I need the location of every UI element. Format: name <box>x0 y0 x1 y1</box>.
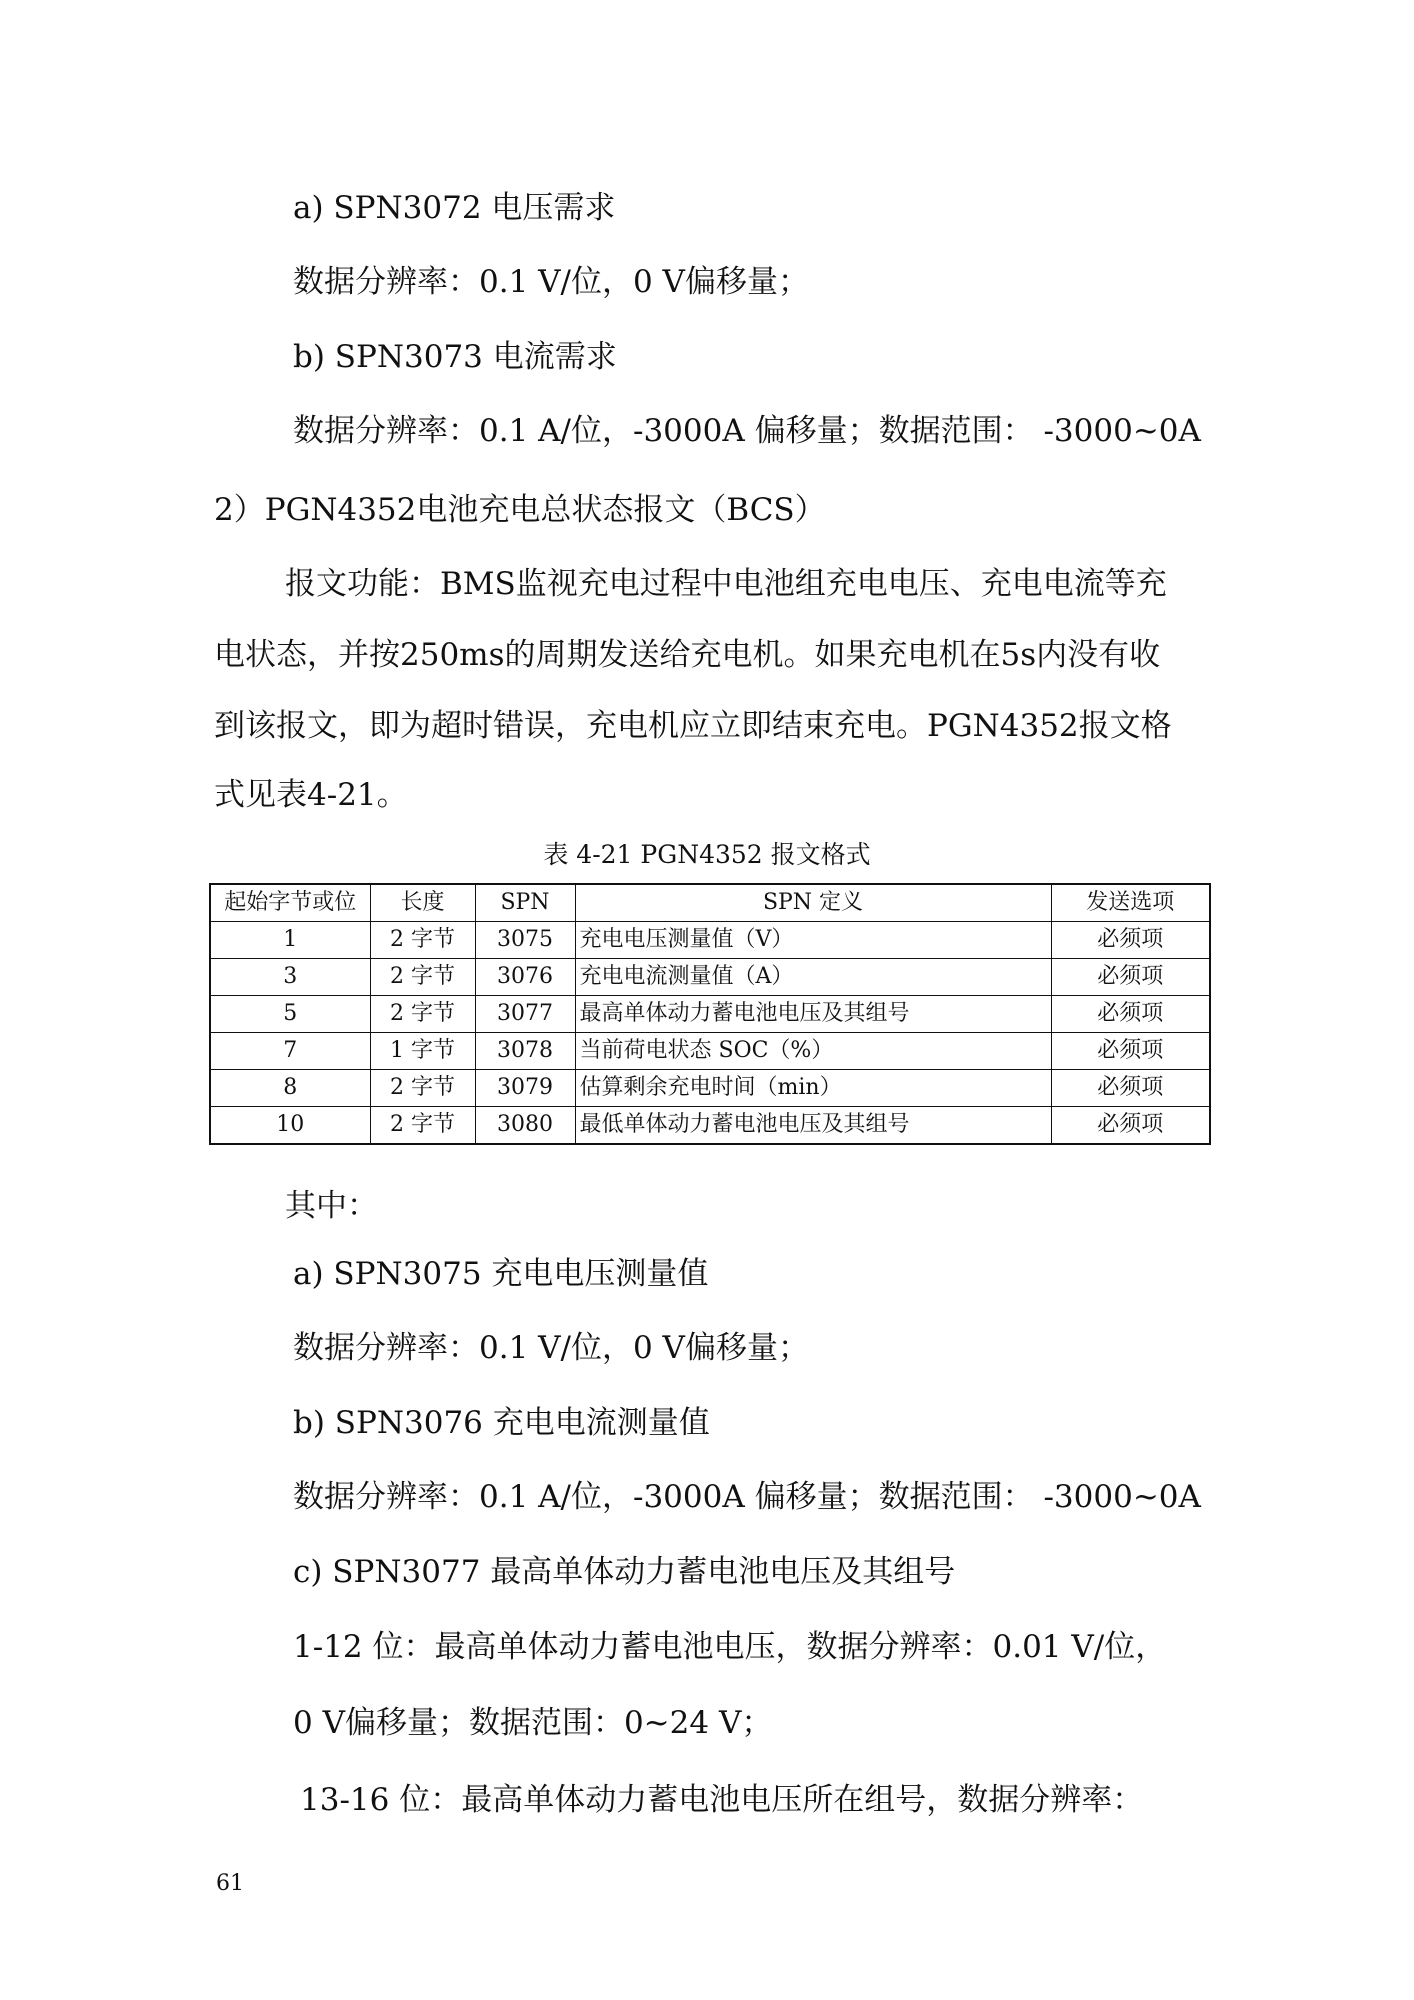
cell-send-option: 必须项 <box>1051 922 1210 959</box>
table-row <box>210 959 1210 996</box>
cell-spn-definition: 估算剩余充电时间（min） <box>575 1070 1051 1107</box>
section-heading: 2）PGN4352电池充电总状态报文（BCS） <box>214 492 826 528</box>
table-row <box>210 1070 1210 1107</box>
cell-length: 2 字节 <box>370 959 475 996</box>
cell-spn: 3075 <box>475 922 575 959</box>
cell-spn-definition: 最高单体动力蓄电池电压及其组号 <box>575 996 1051 1033</box>
spn3072-heading: a) SPN3072 电压需求 <box>293 190 616 226</box>
paragraph-line-3: 到该报文，即为超时错误，充电机应立即结束充电。PGN4352报文格 <box>214 708 1172 744</box>
header-length: 长度 <box>370 884 475 922</box>
spn3076-heading: b) SPN3076 充电电流测量值 <box>293 1405 710 1441</box>
table-caption: 表 4-21 PGN4352 报文格式 <box>543 840 871 869</box>
cell-send-option: 必须项 <box>1051 1107 1210 1145</box>
cell-start-byte: 10 <box>210 1107 370 1145</box>
cell-length: 1 字节 <box>370 1033 475 1070</box>
cell-spn: 3080 <box>475 1107 575 1145</box>
spn3077-bits-13-16: 13-16 位：最高单体动力蓄电池电压所在组号，数据分辨率： <box>300 1782 1144 1818</box>
cell-start-byte: 1 <box>210 922 370 959</box>
header-spn: SPN <box>475 884 575 922</box>
page-number: 61 <box>216 1871 244 1896</box>
cell-length: 2 字节 <box>370 922 475 959</box>
cell-spn-definition: 当前荷电状态 SOC（%） <box>575 1033 1051 1070</box>
spn3073-heading: b) SPN3073 电流需求 <box>293 339 617 375</box>
cell-send-option: 必须项 <box>1051 996 1210 1033</box>
paragraph-line-1: 报文功能：BMS监视充电过程中电池组充电电压、充电电流等充 <box>285 566 1167 602</box>
paragraph-line-4: 式见表4-21。 <box>214 777 408 813</box>
table-row <box>210 996 1210 1033</box>
cell-send-option: 必须项 <box>1051 959 1210 996</box>
cell-spn: 3077 <box>475 996 575 1033</box>
where-label: 其中： <box>285 1188 378 1224</box>
cell-start-byte: 3 <box>210 959 370 996</box>
table-row <box>210 922 1210 959</box>
header-spn-definition: SPN 定义 <box>575 884 1051 922</box>
spn3073-resolution: 数据分辨率：0.1 A/位，-3000A 偏移量；数据范围： -3000~0A <box>293 413 1201 449</box>
table-row <box>210 1107 1210 1145</box>
spn3077-bits-1-12-cont: 0 V偏移量；数据范围：0~24 V； <box>293 1705 773 1741</box>
table-header-row <box>210 884 1210 922</box>
spn3077-bits-1-12: 1-12 位：最高单体动力蓄电池电压，数据分辨率：0.01 V/位， <box>293 1629 1167 1665</box>
cell-length: 2 字节 <box>370 996 475 1033</box>
cell-start-byte: 8 <box>210 1070 370 1107</box>
cell-send-option: 必须项 <box>1051 1070 1210 1107</box>
cell-start-byte: 7 <box>210 1033 370 1070</box>
cell-spn: 3078 <box>475 1033 575 1070</box>
spn3076-resolution: 数据分辨率：0.1 A/位，-3000A 偏移量；数据范围： -3000~0A <box>293 1479 1201 1515</box>
cell-length: 2 字节 <box>370 1107 475 1145</box>
cell-start-byte: 5 <box>210 996 370 1033</box>
cell-spn-definition: 充电电压测量值（V） <box>575 922 1051 959</box>
cell-length: 2 字节 <box>370 1070 475 1107</box>
paragraph-line-2: 电状态，并按250ms的周期发送给充电机。如果充电机在5s内没有收 <box>214 637 1161 673</box>
cell-send-option: 必须项 <box>1051 1033 1210 1070</box>
cell-spn-definition: 充电电流测量值（A） <box>575 959 1051 996</box>
pgn4352-format-table <box>209 883 1211 1145</box>
spn3077-heading: c) SPN3077 最高单体动力蓄电池电压及其组号 <box>293 1554 956 1590</box>
header-start-byte: 起始字节或位 <box>210 884 370 922</box>
table-row <box>210 1033 1210 1070</box>
cell-spn-definition: 最低单体动力蓄电池电压及其组号 <box>575 1107 1051 1145</box>
spn3075-heading: a) SPN3075 充电电压测量值 <box>293 1256 709 1292</box>
cell-spn: 3079 <box>475 1070 575 1107</box>
header-send-option: 发送选项 <box>1051 884 1210 922</box>
spn3072-resolution: 数据分辨率：0.1 V/位，0 V偏移量； <box>293 264 809 300</box>
spn3075-resolution: 数据分辨率：0.1 V/位，0 V偏移量； <box>293 1330 809 1366</box>
cell-spn: 3076 <box>475 959 575 996</box>
